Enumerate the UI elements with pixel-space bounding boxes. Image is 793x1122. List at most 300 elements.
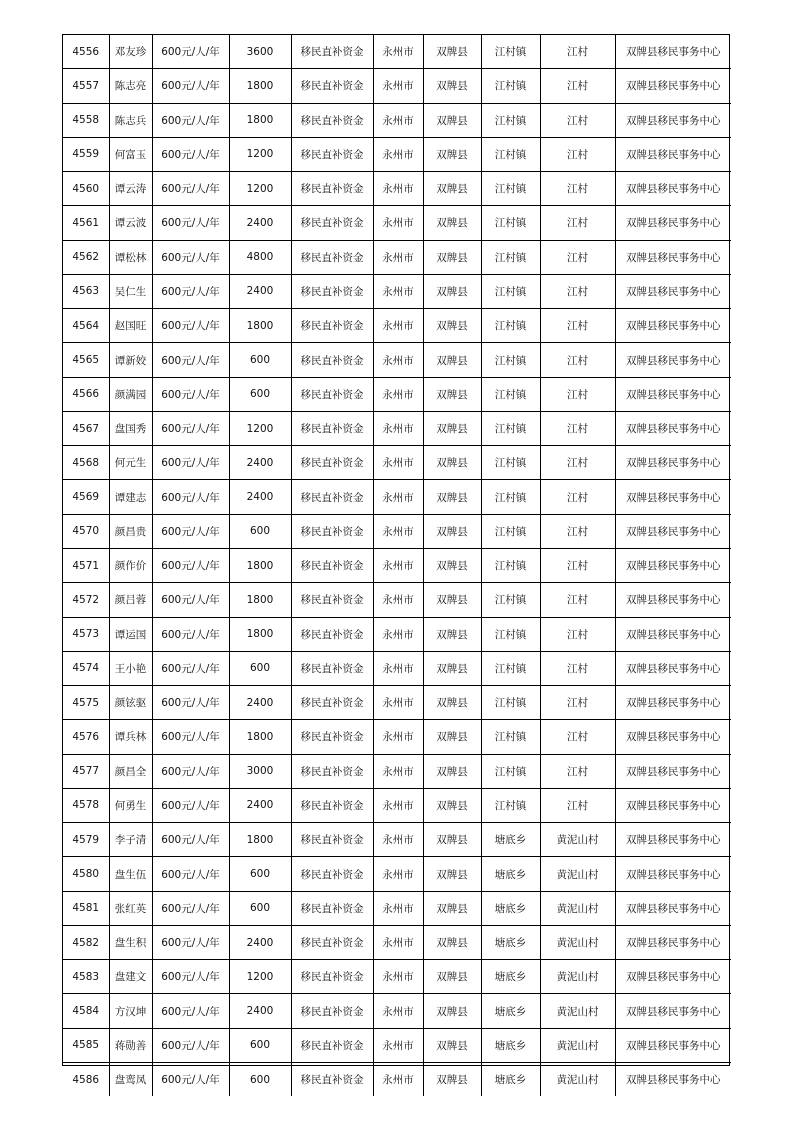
cell-village: 江村 <box>540 172 615 206</box>
cell-name: 颜昌贵 <box>109 514 152 548</box>
cell-issuing-unit: 双牌县移民事务中心 <box>615 240 731 274</box>
cell-city: 永州市 <box>373 994 423 1028</box>
cell-standard: 600元/人/年 <box>152 823 229 857</box>
cell-village: 江村 <box>540 617 615 651</box>
cell-fund-type: 移民直补资金 <box>291 69 373 103</box>
cell-issuing-unit: 双牌县移民事务中心 <box>615 411 731 445</box>
cell-village: 江村 <box>540 103 615 137</box>
cell-fund-type: 移民直补资金 <box>291 240 373 274</box>
table-row <box>63 617 731 651</box>
cell-amount: 3600 <box>229 35 291 69</box>
cell-name: 谭云波 <box>109 206 152 240</box>
table-row <box>63 1062 731 1096</box>
table-row <box>63 548 731 582</box>
cell-amount: 1800 <box>229 69 291 103</box>
cell-county: 双牌县 <box>423 446 481 480</box>
cell-name: 盘国秀 <box>109 411 152 445</box>
cell-name: 盘鸾凤 <box>109 1062 152 1096</box>
cell-township: 江村镇 <box>481 583 540 617</box>
cell-issuing-unit: 双牌县移民事务中心 <box>615 788 731 822</box>
cell-name: 方汉坤 <box>109 994 152 1028</box>
cell-standard: 600元/人/年 <box>152 377 229 411</box>
cell-name: 何富玉 <box>109 137 152 171</box>
cell-name: 何元生 <box>109 446 152 480</box>
cell-village: 黄泥山村 <box>540 994 615 1028</box>
cell-standard: 600元/人/年 <box>152 240 229 274</box>
cell-county: 双牌县 <box>423 1062 481 1096</box>
cell-village: 黄泥山村 <box>540 891 615 925</box>
cell-standard: 600元/人/年 <box>152 788 229 822</box>
cell-village: 江村 <box>540 720 615 754</box>
cell-fund-type: 移民直补资金 <box>291 857 373 891</box>
cell-village: 江村 <box>540 343 615 377</box>
cell-serial-no: 4559 <box>63 137 109 171</box>
cell-issuing-unit: 双牌县移民事务中心 <box>615 172 731 206</box>
cell-name: 谭松林 <box>109 240 152 274</box>
cell-fund-type: 移民直补资金 <box>291 891 373 925</box>
cell-city: 永州市 <box>373 823 423 857</box>
cell-village: 江村 <box>540 446 615 480</box>
table-row <box>63 686 731 720</box>
cell-standard: 600元/人/年 <box>152 1028 229 1062</box>
cell-fund-type: 移民直补资金 <box>291 514 373 548</box>
cell-county: 双牌县 <box>423 1028 481 1062</box>
cell-fund-type: 移民直补资金 <box>291 925 373 959</box>
cell-standard: 600元/人/年 <box>152 994 229 1028</box>
cell-village: 江村 <box>540 35 615 69</box>
cell-serial-no: 4557 <box>63 69 109 103</box>
cell-standard: 600元/人/年 <box>152 206 229 240</box>
cell-city: 永州市 <box>373 788 423 822</box>
cell-township: 江村镇 <box>481 720 540 754</box>
cell-issuing-unit: 双牌县移民事务中心 <box>615 720 731 754</box>
cell-county: 双牌县 <box>423 823 481 857</box>
cell-serial-no: 4582 <box>63 925 109 959</box>
cell-standard: 600元/人/年 <box>152 960 229 994</box>
cell-township: 江村镇 <box>481 617 540 651</box>
cell-amount: 2400 <box>229 206 291 240</box>
cell-fund-type: 移民直补资金 <box>291 274 373 308</box>
cell-city: 永州市 <box>373 274 423 308</box>
cell-fund-type: 移民直补资金 <box>291 206 373 240</box>
cell-name: 盘建文 <box>109 960 152 994</box>
cell-township: 江村镇 <box>481 69 540 103</box>
table-row <box>63 788 731 822</box>
cell-name: 蒋勋善 <box>109 1028 152 1062</box>
cell-township: 江村镇 <box>481 35 540 69</box>
cell-fund-type: 移民直补资金 <box>291 1028 373 1062</box>
cell-fund-type: 移民直补资金 <box>291 617 373 651</box>
cell-serial-no: 4565 <box>63 343 109 377</box>
cell-city: 永州市 <box>373 343 423 377</box>
cell-village: 江村 <box>540 137 615 171</box>
cell-amount: 2400 <box>229 686 291 720</box>
cell-issuing-unit: 双牌县移民事务中心 <box>615 754 731 788</box>
cell-serial-no: 4566 <box>63 377 109 411</box>
cell-serial-no: 4558 <box>63 103 109 137</box>
table-row <box>63 35 731 69</box>
cell-amount: 3000 <box>229 754 291 788</box>
cell-city: 永州市 <box>373 514 423 548</box>
cell-county: 双牌县 <box>423 206 481 240</box>
cell-fund-type: 移民直补资金 <box>291 583 373 617</box>
cell-amount: 2400 <box>229 925 291 959</box>
cell-serial-no: 4571 <box>63 548 109 582</box>
cell-standard: 600元/人/年 <box>152 754 229 788</box>
cell-fund-type: 移民直补资金 <box>291 377 373 411</box>
cell-issuing-unit: 双牌县移民事务中心 <box>615 309 731 343</box>
cell-county: 双牌县 <box>423 754 481 788</box>
cell-city: 永州市 <box>373 686 423 720</box>
cell-township: 江村镇 <box>481 754 540 788</box>
cell-name: 邓友珍 <box>109 35 152 69</box>
cell-county: 双牌县 <box>423 891 481 925</box>
cell-township: 江村镇 <box>481 411 540 445</box>
cell-village: 江村 <box>540 686 615 720</box>
cell-serial-no: 4579 <box>63 823 109 857</box>
cell-village: 黄泥山村 <box>540 1062 615 1096</box>
cell-amount: 2400 <box>229 994 291 1028</box>
cell-amount: 600 <box>229 1028 291 1062</box>
cell-township: 江村镇 <box>481 548 540 582</box>
cell-village: 黄泥山村 <box>540 823 615 857</box>
cell-serial-no: 4573 <box>63 617 109 651</box>
cell-issuing-unit: 双牌县移民事务中心 <box>615 377 731 411</box>
cell-issuing-unit: 双牌县移民事务中心 <box>615 514 731 548</box>
cell-city: 永州市 <box>373 377 423 411</box>
cell-county: 双牌县 <box>423 172 481 206</box>
cell-amount: 600 <box>229 651 291 685</box>
cell-village: 江村 <box>540 788 615 822</box>
cell-county: 双牌县 <box>423 548 481 582</box>
cell-standard: 600元/人/年 <box>152 720 229 754</box>
cell-serial-no: 4576 <box>63 720 109 754</box>
cell-standard: 600元/人/年 <box>152 69 229 103</box>
cell-village: 江村 <box>540 240 615 274</box>
cell-standard: 600元/人/年 <box>152 857 229 891</box>
cell-city: 永州市 <box>373 925 423 959</box>
table-row <box>63 651 731 685</box>
cell-serial-no: 4556 <box>63 35 109 69</box>
table-row <box>63 891 731 925</box>
cell-standard: 600元/人/年 <box>152 617 229 651</box>
cell-name: 谭兵林 <box>109 720 152 754</box>
cell-standard: 600元/人/年 <box>152 480 229 514</box>
cell-issuing-unit: 双牌县移民事务中心 <box>615 583 731 617</box>
cell-village: 江村 <box>540 754 615 788</box>
cell-village: 黄泥山村 <box>540 1028 615 1062</box>
cell-amount: 4800 <box>229 240 291 274</box>
cell-village: 江村 <box>540 69 615 103</box>
cell-village: 黄泥山村 <box>540 925 615 959</box>
table-row <box>63 343 731 377</box>
cell-amount: 1200 <box>229 411 291 445</box>
table-row <box>63 925 731 959</box>
cell-city: 永州市 <box>373 446 423 480</box>
cell-village: 江村 <box>540 480 615 514</box>
cell-amount: 1200 <box>229 137 291 171</box>
cell-issuing-unit: 双牌县移民事务中心 <box>615 35 731 69</box>
cell-standard: 600元/人/年 <box>152 583 229 617</box>
cell-amount: 600 <box>229 343 291 377</box>
cell-name: 盘生积 <box>109 925 152 959</box>
cell-township: 江村镇 <box>481 240 540 274</box>
cell-serial-no: 4584 <box>63 994 109 1028</box>
cell-standard: 600元/人/年 <box>152 137 229 171</box>
cell-amount: 1200 <box>229 172 291 206</box>
cell-amount: 600 <box>229 857 291 891</box>
cell-township: 江村镇 <box>481 103 540 137</box>
cell-city: 永州市 <box>373 1028 423 1062</box>
cell-issuing-unit: 双牌县移民事务中心 <box>615 960 731 994</box>
cell-name: 谭运国 <box>109 617 152 651</box>
cell-township: 江村镇 <box>481 514 540 548</box>
cell-serial-no: 4572 <box>63 583 109 617</box>
cell-amount: 2400 <box>229 446 291 480</box>
cell-serial-no: 4569 <box>63 480 109 514</box>
cell-village: 江村 <box>540 206 615 240</box>
table-row <box>63 274 731 308</box>
cell-serial-no: 4586 <box>63 1062 109 1096</box>
cell-fund-type: 移民直补资金 <box>291 548 373 582</box>
cell-name: 谭云涛 <box>109 172 152 206</box>
cell-fund-type: 移民直补资金 <box>291 35 373 69</box>
cell-standard: 600元/人/年 <box>152 343 229 377</box>
cell-amount: 1800 <box>229 583 291 617</box>
cell-city: 永州市 <box>373 411 423 445</box>
cell-serial-no: 4580 <box>63 857 109 891</box>
cell-city: 永州市 <box>373 754 423 788</box>
cell-name: 颜吕蓉 <box>109 583 152 617</box>
cell-city: 永州市 <box>373 137 423 171</box>
cell-issuing-unit: 双牌县移民事务中心 <box>615 274 731 308</box>
table-row <box>63 446 731 480</box>
cell-name: 颜满园 <box>109 377 152 411</box>
cell-serial-no: 4564 <box>63 309 109 343</box>
cell-county: 双牌县 <box>423 137 481 171</box>
cell-name: 颜昌全 <box>109 754 152 788</box>
cell-standard: 600元/人/年 <box>152 172 229 206</box>
cell-name: 吴仁生 <box>109 274 152 308</box>
cell-township: 塘底乡 <box>481 960 540 994</box>
table-row <box>63 823 731 857</box>
cell-township: 江村镇 <box>481 274 540 308</box>
table-row <box>63 411 731 445</box>
table-row <box>63 754 731 788</box>
cell-village: 江村 <box>540 274 615 308</box>
cell-serial-no: 4583 <box>63 960 109 994</box>
cell-city: 永州市 <box>373 69 423 103</box>
cell-county: 双牌县 <box>423 103 481 137</box>
cell-county: 双牌县 <box>423 960 481 994</box>
cell-county: 双牌县 <box>423 617 481 651</box>
cell-county: 双牌县 <box>423 925 481 959</box>
cell-county: 双牌县 <box>423 788 481 822</box>
cell-amount: 600 <box>229 891 291 925</box>
cell-city: 永州市 <box>373 548 423 582</box>
cell-issuing-unit: 双牌县移民事务中心 <box>615 1062 731 1096</box>
cell-standard: 600元/人/年 <box>152 548 229 582</box>
cell-township: 江村镇 <box>481 446 540 480</box>
cell-county: 双牌县 <box>423 583 481 617</box>
cell-county: 双牌县 <box>423 514 481 548</box>
cell-fund-type: 移民直补资金 <box>291 446 373 480</box>
cell-city: 永州市 <box>373 1062 423 1096</box>
cell-issuing-unit: 双牌县移民事务中心 <box>615 480 731 514</box>
cell-county: 双牌县 <box>423 480 481 514</box>
cell-issuing-unit: 双牌县移民事务中心 <box>615 343 731 377</box>
cell-name: 颜铉驱 <box>109 686 152 720</box>
cell-issuing-unit: 双牌县移民事务中心 <box>615 617 731 651</box>
cell-standard: 600元/人/年 <box>152 686 229 720</box>
cell-township: 江村镇 <box>481 377 540 411</box>
cell-township: 塘底乡 <box>481 857 540 891</box>
cell-township: 江村镇 <box>481 686 540 720</box>
cell-standard: 600元/人/年 <box>152 514 229 548</box>
cell-issuing-unit: 双牌县移民事务中心 <box>615 137 731 171</box>
cell-standard: 600元/人/年 <box>152 411 229 445</box>
cell-serial-no: 4568 <box>63 446 109 480</box>
cell-fund-type: 移民直补资金 <box>291 103 373 137</box>
roster-body <box>63 35 731 1096</box>
table-row <box>63 857 731 891</box>
cell-issuing-unit: 双牌县移民事务中心 <box>615 925 731 959</box>
cell-county: 双牌县 <box>423 69 481 103</box>
cell-township: 塘底乡 <box>481 994 540 1028</box>
cell-city: 永州市 <box>373 960 423 994</box>
roster-sheet <box>62 34 730 1087</box>
cell-city: 永州市 <box>373 35 423 69</box>
cell-amount: 1800 <box>229 103 291 137</box>
table-row <box>63 206 731 240</box>
cell-name: 赵国旺 <box>109 309 152 343</box>
cell-issuing-unit: 双牌县移民事务中心 <box>615 103 731 137</box>
table-row <box>63 309 731 343</box>
table-row <box>63 377 731 411</box>
table-row <box>63 583 731 617</box>
cell-county: 双牌县 <box>423 651 481 685</box>
cell-village: 江村 <box>540 377 615 411</box>
cell-standard: 600元/人/年 <box>152 274 229 308</box>
cell-village: 黄泥山村 <box>540 857 615 891</box>
cell-township: 江村镇 <box>481 137 540 171</box>
table-row <box>63 69 731 103</box>
cell-village: 黄泥山村 <box>540 960 615 994</box>
cell-fund-type: 移民直补资金 <box>291 137 373 171</box>
cell-standard: 600元/人/年 <box>152 651 229 685</box>
cell-issuing-unit: 双牌县移民事务中心 <box>615 446 731 480</box>
cell-serial-no: 4560 <box>63 172 109 206</box>
cell-serial-no: 4578 <box>63 788 109 822</box>
cell-standard: 600元/人/年 <box>152 1062 229 1096</box>
cell-fund-type: 移民直补资金 <box>291 1062 373 1096</box>
cell-city: 永州市 <box>373 480 423 514</box>
cell-county: 双牌县 <box>423 240 481 274</box>
cell-township: 江村镇 <box>481 788 540 822</box>
cell-name: 何勇生 <box>109 788 152 822</box>
cell-township: 塘底乡 <box>481 823 540 857</box>
cell-issuing-unit: 双牌县移民事务中心 <box>615 651 731 685</box>
cell-amount: 1200 <box>229 960 291 994</box>
cell-village: 江村 <box>540 411 615 445</box>
cell-name: 陈志兵 <box>109 103 152 137</box>
cell-issuing-unit: 双牌县移民事务中心 <box>615 206 731 240</box>
table-row <box>63 994 731 1028</box>
cell-issuing-unit: 双牌县移民事务中心 <box>615 1028 731 1062</box>
cell-serial-no: 4562 <box>63 240 109 274</box>
cell-county: 双牌县 <box>423 377 481 411</box>
cell-fund-type: 移民直补资金 <box>291 960 373 994</box>
cell-name: 颜作价 <box>109 548 152 582</box>
cell-fund-type: 移民直补资金 <box>291 651 373 685</box>
cell-amount: 2400 <box>229 788 291 822</box>
cell-amount: 1800 <box>229 548 291 582</box>
cell-county: 双牌县 <box>423 857 481 891</box>
cell-name: 张红英 <box>109 891 152 925</box>
cell-issuing-unit: 双牌县移民事务中心 <box>615 69 731 103</box>
cell-fund-type: 移民直补资金 <box>291 411 373 445</box>
cell-township: 江村镇 <box>481 651 540 685</box>
cell-county: 双牌县 <box>423 411 481 445</box>
cell-name: 谭新姣 <box>109 343 152 377</box>
cell-serial-no: 4567 <box>63 411 109 445</box>
cell-issuing-unit: 双牌县移民事务中心 <box>615 994 731 1028</box>
cell-city: 永州市 <box>373 857 423 891</box>
cell-name: 盘生伍 <box>109 857 152 891</box>
cell-fund-type: 移民直补资金 <box>291 172 373 206</box>
cell-serial-no: 4581 <box>63 891 109 925</box>
table-row <box>63 960 731 994</box>
cell-city: 永州市 <box>373 309 423 343</box>
cell-village: 江村 <box>540 651 615 685</box>
cell-fund-type: 移民直补资金 <box>291 823 373 857</box>
cell-amount: 1800 <box>229 617 291 651</box>
cell-amount: 1800 <box>229 823 291 857</box>
cell-standard: 600元/人/年 <box>152 35 229 69</box>
cell-county: 双牌县 <box>423 720 481 754</box>
cell-fund-type: 移民直补资金 <box>291 788 373 822</box>
cell-standard: 600元/人/年 <box>152 446 229 480</box>
table-row <box>63 137 731 171</box>
cell-city: 永州市 <box>373 891 423 925</box>
cell-issuing-unit: 双牌县移民事务中心 <box>615 857 731 891</box>
cell-issuing-unit: 双牌县移民事务中心 <box>615 891 731 925</box>
cell-city: 永州市 <box>373 172 423 206</box>
cell-county: 双牌县 <box>423 309 481 343</box>
table-row <box>63 514 731 548</box>
cell-county: 双牌县 <box>423 274 481 308</box>
cell-township: 江村镇 <box>481 480 540 514</box>
table-row <box>63 103 731 137</box>
cell-fund-type: 移民直补资金 <box>291 754 373 788</box>
cell-township: 江村镇 <box>481 172 540 206</box>
cell-township: 江村镇 <box>481 206 540 240</box>
cell-name: 李子清 <box>109 823 152 857</box>
cell-city: 永州市 <box>373 617 423 651</box>
cell-city: 永州市 <box>373 651 423 685</box>
cell-township: 塘底乡 <box>481 1028 540 1062</box>
cell-township: 塘底乡 <box>481 925 540 959</box>
cell-name: 谭建志 <box>109 480 152 514</box>
cell-amount: 2400 <box>229 480 291 514</box>
cell-standard: 600元/人/年 <box>152 925 229 959</box>
cell-city: 永州市 <box>373 720 423 754</box>
table-row <box>63 172 731 206</box>
cell-amount: 600 <box>229 1062 291 1096</box>
cell-city: 永州市 <box>373 206 423 240</box>
cell-issuing-unit: 双牌县移民事务中心 <box>615 548 731 582</box>
cell-serial-no: 4585 <box>63 1028 109 1062</box>
